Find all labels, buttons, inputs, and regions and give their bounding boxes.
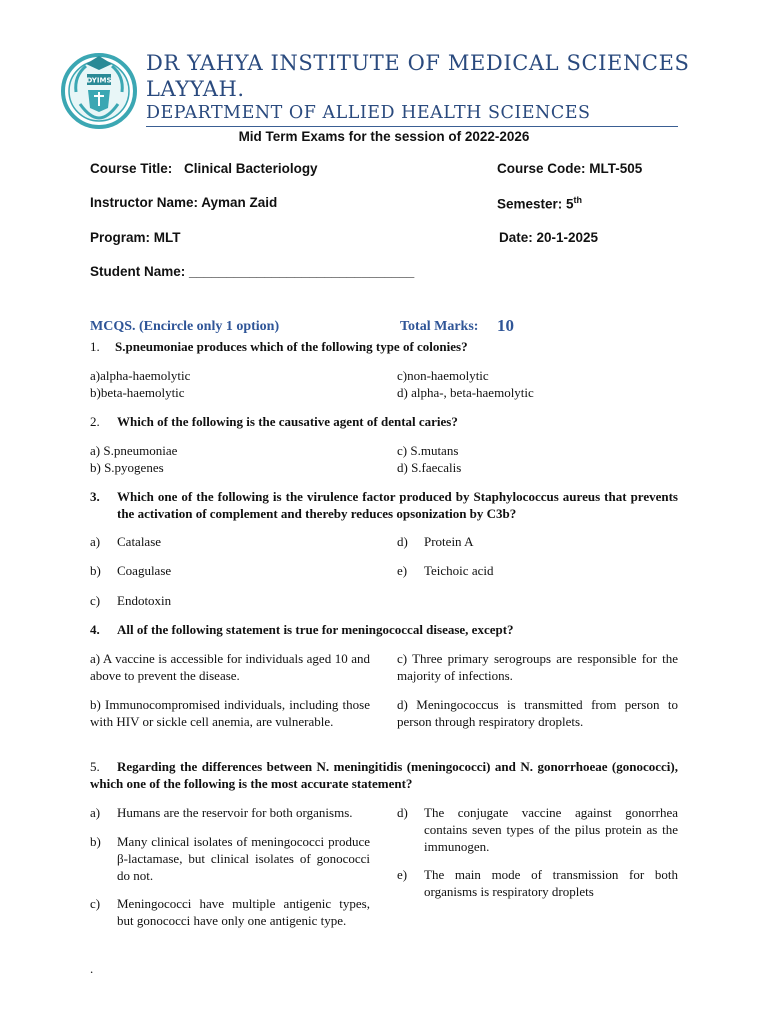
course-title <box>90 161 318 176</box>
header-divider <box>146 126 678 127</box>
course-title-value: Clinical Bacteriology <box>184 161 318 176</box>
program: Program: MLT <box>90 230 181 245</box>
option-a[interactable]: a) Humans are the reservoir for both organisms. <box>90 805 353 820</box>
option-b[interactable]: b)beta-haemolytic <box>90 385 185 400</box>
question-number: 5. <box>90 759 100 774</box>
question-4 <box>90 621 678 638</box>
option-c[interactable]: c) S.mutans <box>397 443 459 458</box>
option-a[interactable]: a) S.pneumoniae <box>90 443 178 458</box>
institute-name-line1: DR YAHYA INSTITUTE OF MEDICAL SCIENCES <box>146 51 690 75</box>
option-d[interactable]: d) S.faecalis <box>397 460 462 475</box>
option-d[interactable]: d) Meningococcus is transmitted from person to person through respiratory droplets. <box>397 697 678 729</box>
question-5 <box>90 758 678 792</box>
question-2 <box>90 413 458 430</box>
mcq-heading: MCQS. (Encircle only 1 option) <box>90 319 280 334</box>
option-a[interactable]: a) Catalase <box>90 534 162 549</box>
footer-mark: . <box>90 961 94 976</box>
option-b[interactable]: b) S.pyogenes <box>90 460 164 475</box>
question-text: Which of the following is the causative agent of dental caries? <box>117 414 458 429</box>
semester <box>497 195 582 212</box>
option-b[interactable]: b) Immunocompromised individuals, including those with HIV or sickle cell anemia, are vulnerable. <box>90 697 370 729</box>
question-text: All of the following statement is true for meningococcal disease, except? <box>117 622 514 637</box>
option-a[interactable]: a) A vaccine is accessible for individuals aged 10 and above to prevent the disease. <box>90 651 370 683</box>
exam-date: Date: 20-1-2025 <box>499 230 599 245</box>
option-e[interactable]: e) The main mode of transmission for both organisms is respiratory droplets <box>397 867 678 899</box>
semester-value: Semester: 5 <box>497 196 574 212</box>
option-b[interactable]: b) Many clinical isolates of meningococci produce β-lactamase, but clinical isolates of gonococci do not. <box>90 834 370 883</box>
course-title-label: Course Title: <box>90 161 173 176</box>
option-c[interactable]: c) Three primary serogroups are responsible for the majority of infections. <box>397 651 678 683</box>
department-name: DEPARTMENT OF ALLIED HEALTH SCIENCES <box>146 103 591 123</box>
question-number: 4. <box>90 622 100 637</box>
question-text: S.pneumoniae produces which of the following type of colonies? <box>115 339 468 354</box>
instructor-name: Instructor Name: Ayman Zaid <box>90 195 278 210</box>
question-number: 2. <box>90 414 100 429</box>
question-number: 3. <box>90 489 100 504</box>
total-marks-label: Total Marks: <box>400 319 479 334</box>
question-number: 1. <box>90 339 100 354</box>
institute-logo <box>60 48 138 130</box>
option-d[interactable]: d) Protein A <box>397 534 474 549</box>
exam-title: Mid Term Exams for the session of 2022-2026 <box>238 129 530 144</box>
question-1 <box>90 338 468 355</box>
svg-text:DYIMS: DYIMS <box>86 76 112 85</box>
question-3 <box>90 488 678 522</box>
option-c[interactable]: c) Meningococci have multiple antigenic types, but gonococci have only one antigenic type. <box>90 896 370 928</box>
option-b[interactable]: b) Coagulase <box>90 563 172 578</box>
institute-name-line2: LAYYAH. <box>146 77 245 101</box>
semester-suffix: th <box>573 195 583 205</box>
logo-seal-icon <box>60 48 138 130</box>
option-c[interactable]: c) Endotoxin <box>90 593 172 608</box>
institute-name <box>146 50 690 102</box>
question-text: Regarding the differences between N. meningitidis (meningococci) and N. gonorrhoeae (gonococci), which one of the following is the most accurate statement? <box>90 759 678 791</box>
option-d[interactable]: d) The conjugate vaccine against gonorrhea contains seven types of the pilus protein as the immunogen. <box>397 805 678 854</box>
option-d[interactable]: d) alpha-, beta-haemolytic <box>397 385 534 400</box>
option-a[interactable]: a)alpha-haemolytic <box>90 368 191 383</box>
course-code: Course Code: MLT-505 <box>497 161 643 176</box>
student-name-field: Student Name: ______________________________ <box>90 264 415 279</box>
total-marks-value: 10 <box>497 316 514 335</box>
question-text: Which one of the following is the virulence factor produced by Staphylococcus aureus that prevents the activation of complement and thereby reduces opsonization by C3b? <box>117 489 678 521</box>
option-c[interactable]: c)non-haemolytic <box>397 368 489 383</box>
option-e[interactable]: e) Teichoic acid <box>397 563 494 578</box>
